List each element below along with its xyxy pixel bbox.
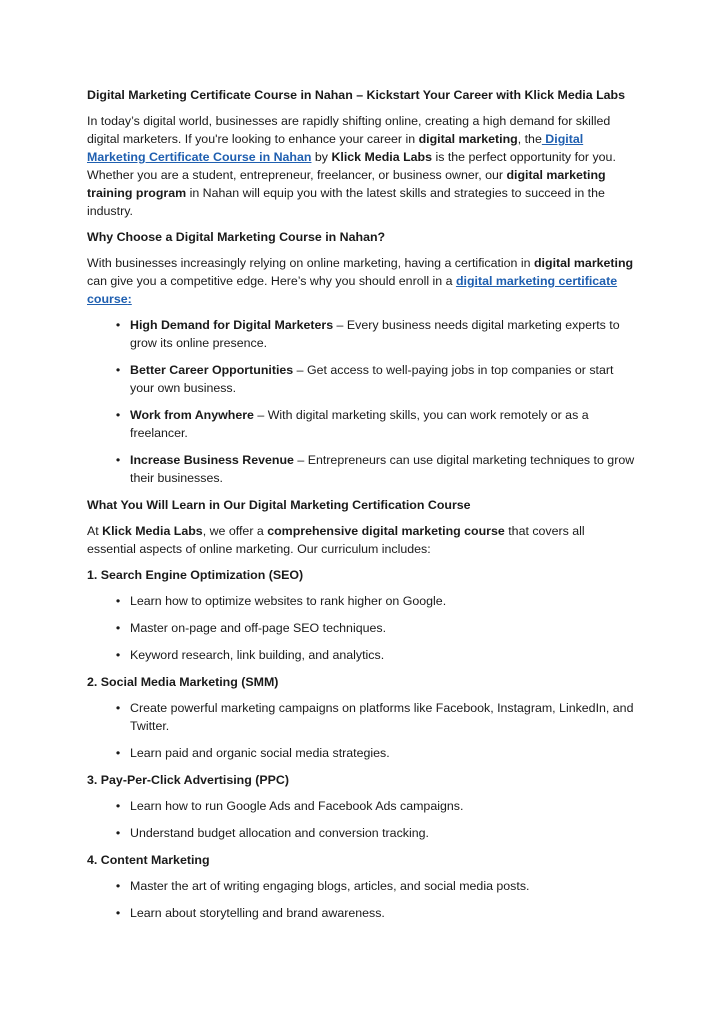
bullet-icon: • [115,408,121,422]
section-heading-content: 4. Content Marketing [87,853,210,867]
bullet-icon: • [115,879,121,893]
why-text-2: can give you a competitive edge. Here’s why you should enroll in a [87,274,456,288]
intro-bold-1: digital marketing [418,132,518,146]
intro-text-4: is the perfect opportunity for you. Whether you are a student, entrepreneur, freelancer, or business owner, our [87,150,616,182]
learn-text-3: that covers all essential aspects of online marketing. Our curriculum includes: [87,524,585,556]
bullet-icon: • [115,746,121,760]
list-item [87,699,637,735]
certificate-course-link[interactable]: digital marketing certificate course [87,274,618,306]
list-item-text: Understand budget allocation and conversion tracking. [130,826,429,840]
why-bold-1: digital marketing [533,256,634,270]
list-item [87,797,637,815]
list-item-text: – Every business needs digital marketing experts to grow its online presence. [130,318,620,350]
list-item-bold: Better Career Opportunities [130,363,294,377]
learn-heading: What You Will Learn in Our Digital Marketing Certification Course [87,498,471,512]
intro-text-2: , the [517,132,542,146]
bullet-icon: • [115,594,121,608]
list-item [87,316,637,352]
bullet-icon: • [115,648,121,662]
certificate-course-link-colon[interactable]: : [127,292,132,306]
smm-list [87,699,637,762]
list-item-text: – Entrepreneurs can use digital marketing techniques to grow their businesses. [130,453,635,485]
learn-text-2: , we offer a [202,524,268,538]
intro-bold-2: Klick Media Labs [331,150,432,164]
list-item-text: Learn paid and organic social media strategies. [130,746,390,760]
why-heading: Why Choose a Digital Marketing Course in Nahan? [87,230,386,244]
page-title: Digital Marketing Certificate Course in Nahan – Kickstart Your Career with Klick Media Labs [87,88,625,102]
section-heading-seo: 1. Search Engine Optimization (SEO) [87,568,304,582]
list-item [87,744,637,762]
bullet-icon: • [115,621,121,635]
bullet-icon: • [115,701,121,715]
list-item [87,592,637,610]
bullet-icon: • [115,799,121,813]
list-item-text: – Get access to well-paying jobs in top companies or start your own business. [130,363,614,395]
list-item-text: Create powerful marketing campaigns on platforms like Facebook, Instagram, LinkedIn, and Twitter. [130,701,634,733]
intro-paragraph [87,112,637,220]
list-item-text: Learn how to run Google Ads and Facebook Ads campaigns. [130,799,464,813]
list-item [87,877,637,895]
list-item-text: Master the art of writing engaging blogs, articles, and social media posts. [130,879,530,893]
intro-text-5: in Nahan will equip you with the latest skills and strategies to succeed in the industry. [87,186,605,218]
list-item-bold: Work from Anywhere [130,408,254,422]
section-heading-ppc: 3. Pay-Per-Click Advertising (PPC) [87,773,289,787]
list-item-text: Learn how to optimize websites to rank higher on Google. [130,594,447,608]
list-item [87,619,637,637]
intro-bold-3: digital marketing training program [87,168,606,200]
why-paragraph [87,254,637,308]
list-item-bold: High Demand for Digital Marketers [130,318,334,332]
document-content [87,86,637,931]
list-item [87,451,637,487]
bullet-icon: • [115,318,121,332]
list-item-text: Keyword research, link building, and analytics. [130,648,385,662]
course-link[interactable]: Digital Marketing Certificate Course in Nahan [87,132,584,164]
list-item-bold: Increase Business Revenue [130,453,294,467]
content-list [87,877,637,922]
list-item [87,646,637,664]
intro-text-1: In today’s digital world, businesses are rapidly shifting online, creating a high demand for skilled digital marketers. If you're looking to enhance your career in [87,114,611,146]
list-item [87,406,637,442]
learn-bold-2: comprehensive digital marketing course [267,524,505,538]
list-item-text: – With digital marketing skills, you can work remotely or as a freelancer. [130,408,589,440]
section-heading-smm: 2. Social Media Marketing (SMM) [87,675,279,689]
learn-bold-1: Klick Media Labs [102,524,203,538]
list-item-text: Learn about storytelling and brand awareness. [130,906,385,920]
why-text-1: With businesses increasingly relying on online marketing, having a certification in [87,256,534,270]
list-item [87,361,637,397]
learn-paragraph [87,522,637,558]
ppc-list [87,797,637,842]
bullet-icon: • [115,363,121,377]
seo-list [87,592,637,664]
why-list [87,316,637,487]
list-item [87,904,637,922]
learn-text-1: At [87,524,103,538]
intro-text-3: by [311,150,332,164]
bullet-icon: • [115,826,121,840]
bullet-icon: • [115,906,121,920]
list-item [87,824,637,842]
list-item-text: Master on-page and off-page SEO techniques. [130,621,387,635]
bullet-icon: • [115,453,121,467]
